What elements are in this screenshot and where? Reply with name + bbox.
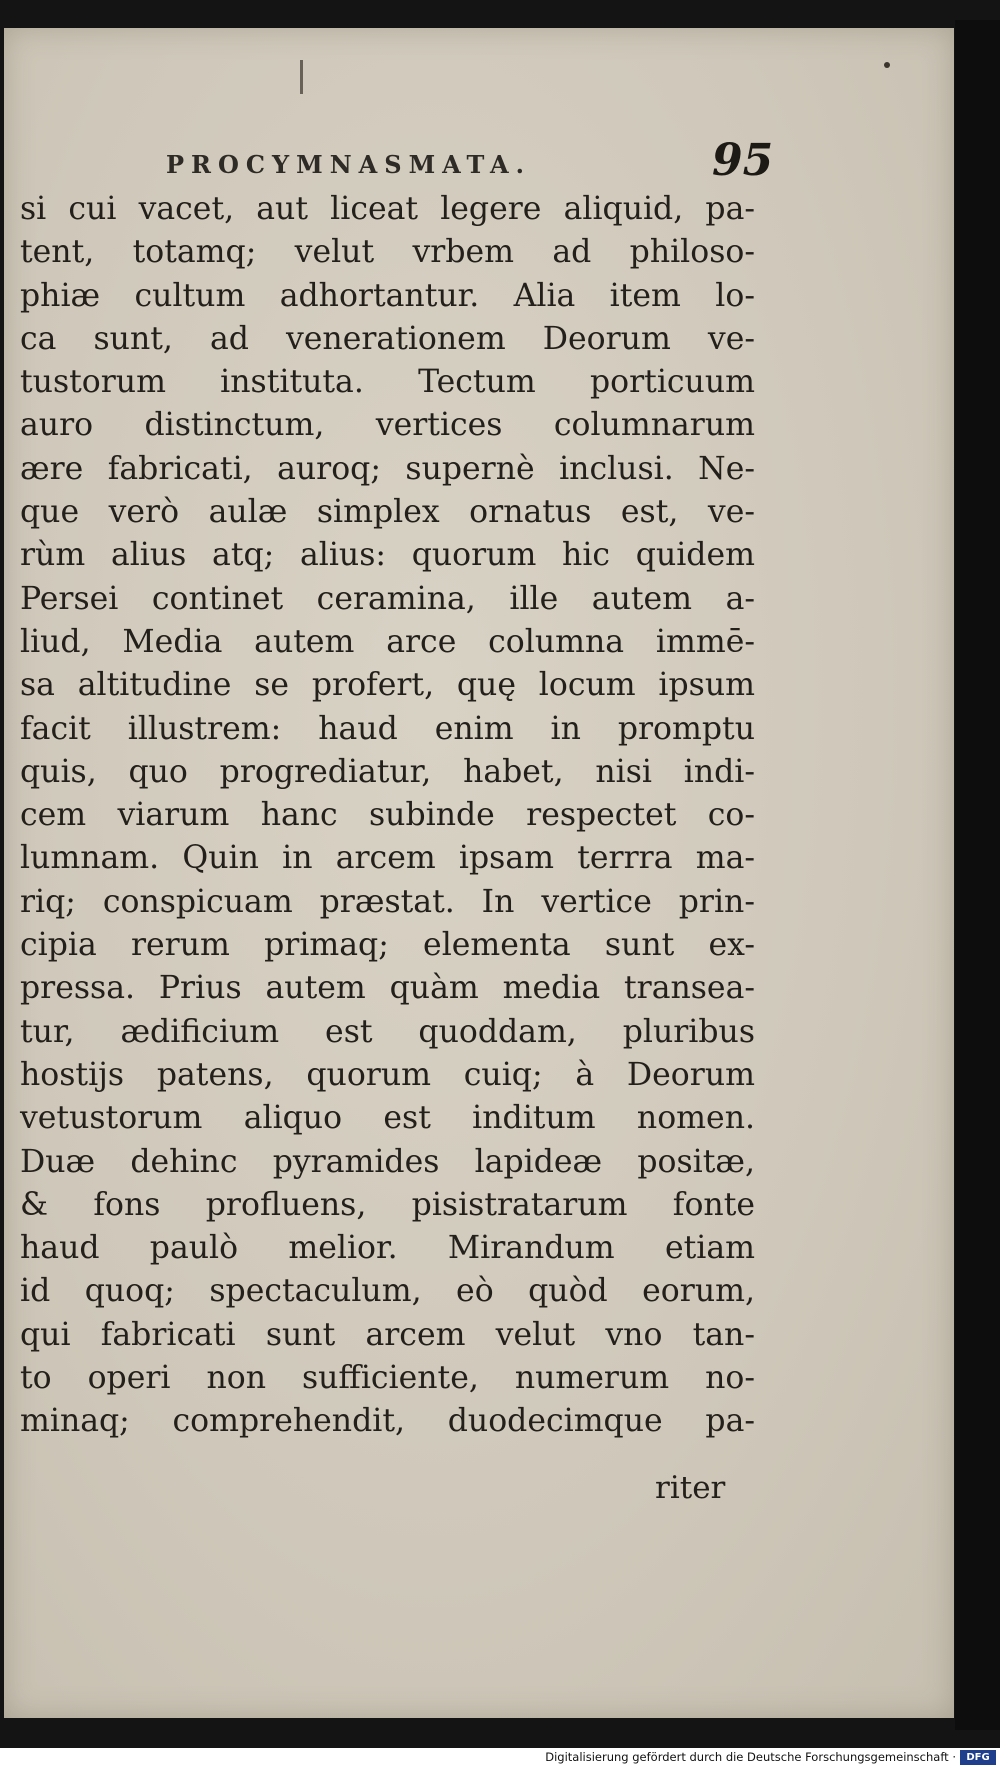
running-head: PROCYMNASMATA. <box>166 150 531 179</box>
ink-dot <box>884 62 890 68</box>
text-line: Duæ dehinc pyramides lapideæ positæ, <box>20 1143 755 1180</box>
text-line: & fons profluens, pisistratarum fonte <box>20 1186 755 1223</box>
ink-mark <box>300 60 303 94</box>
page-shadow-edge <box>955 20 1000 1730</box>
text-line: facit illustrem: haud enim in promptu <box>20 710 755 747</box>
text-line: haud paulò melior. Mirandum etiam <box>20 1230 755 1267</box>
text-line: ca sunt, ad venerationem Deorum ve- <box>20 320 755 357</box>
text-line: minaq; comprehendit, duodecimque pa- <box>20 1403 755 1440</box>
text-line: tur, ædificium est quoddam, pluribus <box>20 1013 755 1050</box>
text-line: phiæ cultum adhortantur. Alia item lo- <box>20 277 755 314</box>
body-text <box>20 188 755 1444</box>
text-line: riq; conspicuam præstat. In vertice prin- <box>20 883 755 920</box>
text-line: lumnam. Quin in arcem ipsam terrra ma- <box>20 840 755 877</box>
text-line: auro distinctum, vertices columnarum <box>20 407 755 444</box>
text-line: Persei continet ceramina, ille autem a- <box>20 580 755 617</box>
text-line: pressa. Prius autem quàm media transea- <box>20 970 755 1007</box>
text-line: to operi non sufficiente, numerum no- <box>20 1360 755 1397</box>
text-line: qui fabricati sunt arcem velut vno tan- <box>20 1316 755 1353</box>
text-line: tent, totamq; velut vrbem ad philoso- <box>20 234 755 271</box>
text-line: si cui vacet, aut liceat legere aliquid, pa- <box>20 191 755 227</box>
text-line: cipia rerum primaq; elementa sunt ex- <box>20 927 755 964</box>
text-line: cem viarum hanc subinde respectet co- <box>20 797 755 834</box>
dfg-logo: DFG <box>960 1750 996 1765</box>
text-line: id quoq; spectaculum, eò quòd eorum, <box>20 1273 755 1310</box>
text-line: ære fabricati, auroq; supernè inclusi. Ne- <box>20 450 755 487</box>
text-line: sa altitudine se profert, quę locum ipsum <box>20 667 755 704</box>
text-line: hostijs patens, quorum cuiq; à Deorum <box>20 1056 755 1093</box>
text-line: que verò aulæ simplex ornatus est, ve- <box>20 494 755 531</box>
funding-credit: Digitalisierung gefördert durch die Deutsche Forschungsgemeinschaft · <box>545 1750 956 1764</box>
catchword: riter <box>655 1470 726 1506</box>
text-line: vetustorum aliquo est inditum nomen. <box>20 1100 755 1137</box>
text-line: rùm alius atq; alius: quorum hic quidem <box>20 537 755 574</box>
text-line: tustorum instituta. Tectum porticuum <box>20 364 755 401</box>
text-line: quis, quo progrediatur, habet, nisi indi- <box>20 753 755 790</box>
page-number: 95 <box>712 135 774 186</box>
text-line: liud, Media autem arce columna immē- <box>20 623 755 660</box>
